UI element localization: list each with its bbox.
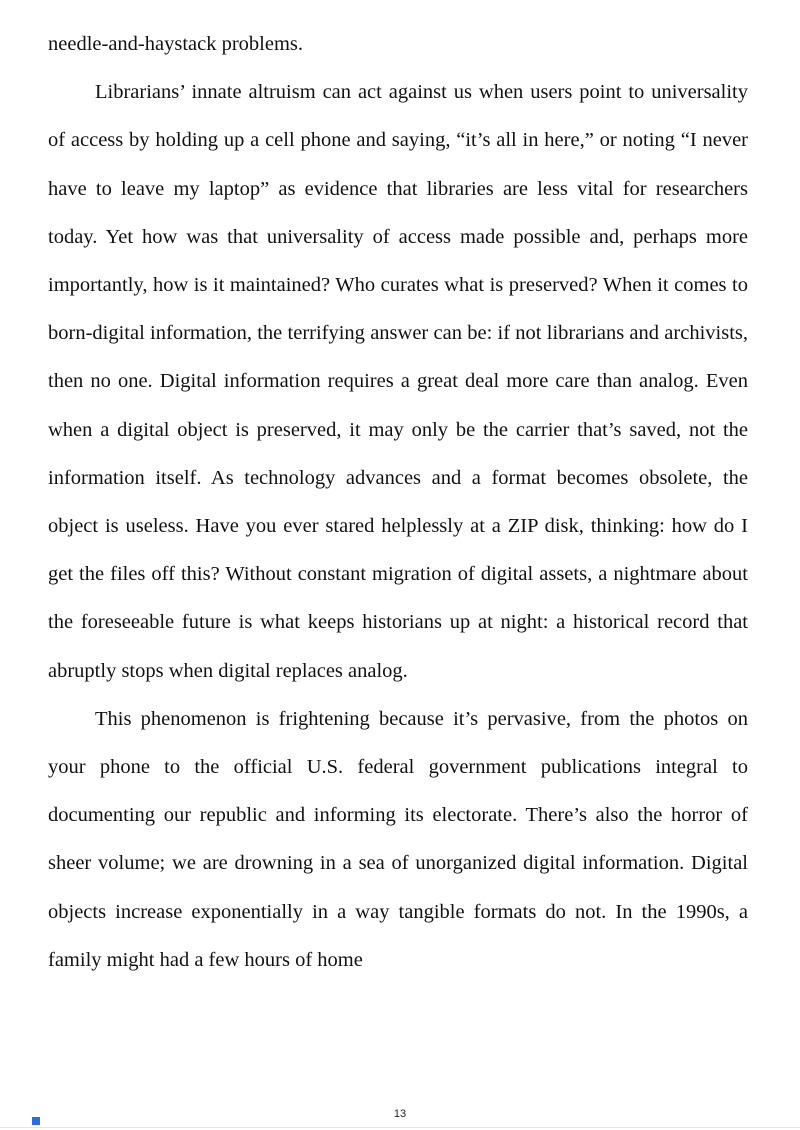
body-text (48, 20, 748, 984)
paragraph-phenomenon: This phenomenon is frightening because it’s pervasive, from the photos on your phone to the official U.S. federal government publications integral to documenting our republic and informing its electorate. There’s also the horror of sheer volume; we are drowning in a sea of unorganized digital information. Digital objects increase exponentially in a way tangible formats do not. In the 1990s, a family might had a few hours of home (48, 707, 748, 971)
square-marker-icon (32, 1117, 40, 1125)
paragraph-continuation: needle-and-haystack problems. (48, 33, 304, 55)
paragraph-librarians-altruism: Librarians’ innate altruism can act against us when users point to universality of access by holding up a cell phone and saying, “it’s all in here,” or noting “I never have to leave my laptop” as evidence that libraries are less vital for researchers today. Yet how was that universality of access made possible and, perhaps more importantly, how is it maintained? Who curates what is preserved? When it comes to born-digital information, the terrifying answer can be: if not librarians and archivists, then no one. Digital information requires a great deal more care than analog. Even when a digital object is preserved, it may only be the carrier that’s saved, not the information itself. As technology advances and a format becomes obsolete, the object is useless. Have you ever stared helplessly at a ZIP disk, thinking: how do I get the files off this? Without constant migration of digital assets, a nightmare about the foreseeable future is what keeps historians up at night: a historical record that abruptly stops when digital replaces analog. (48, 81, 748, 682)
page-bottom-rule (0, 1127, 800, 1128)
page-number: 13 (393, 1108, 407, 1120)
